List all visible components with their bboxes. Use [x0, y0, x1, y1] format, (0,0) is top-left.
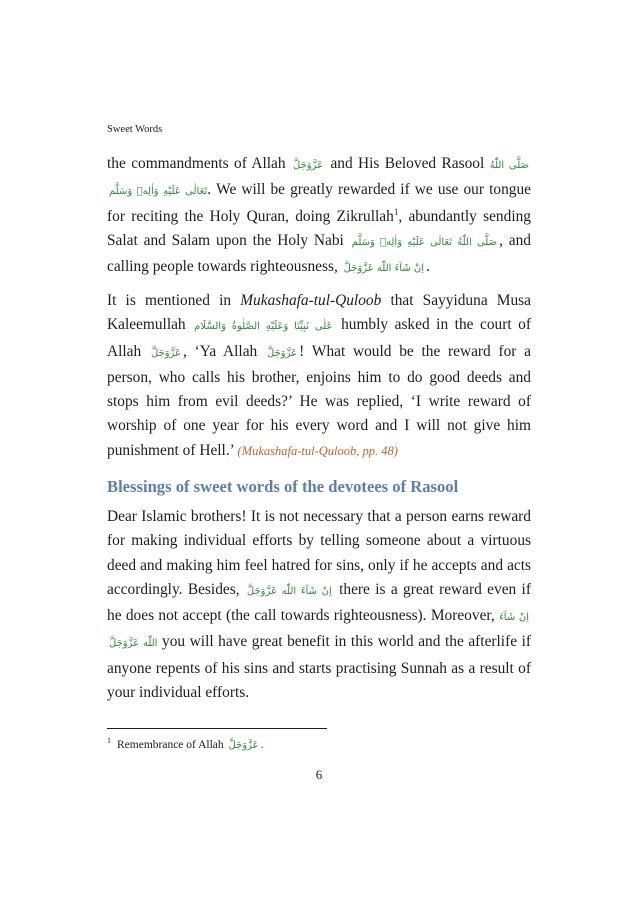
paragraph-text: Dear Islamic brothers! It is not necessary that a person earns reward for making individual efforts by telling someone about a virtuous deed and making him feel hatred for sins, only if he accepts and acts accordingly. Besides,: [107, 508, 531, 598]
source-title: Mukashafa-tul-Quloob: [240, 292, 382, 309]
paragraph-text: , and calling people towards righteousness,: [107, 231, 531, 276]
arabic-honorific: اِنْ شَآءَ اللّٰه عَزَّوَجَلَّ: [109, 612, 529, 650]
footnote-number: 1: [107, 736, 111, 746]
paragraph-text: humbly asked in the court of Allah: [107, 316, 531, 360]
section-heading: Blessings of sweet words of the devotees of Rasool: [107, 477, 459, 496]
arabic-honorific: صَلَّى اللّٰهُ تَعَالٰى عَلَيْهِ وَاٰلِهٖ وَسَلَّم: [351, 236, 498, 248]
arabic-honorific: عَلٰى نَبِيِّنَا وَعَلَيْهِ الصَّلٰوةُ وَالسَّلَام: [194, 321, 333, 333]
paragraph-text: ! What would be the reward for a person, who calls his brother, enjoins him to do good deeds and stops him from evil deeds?’ He was replied, ‘I write reward of worship of one year for his every word and I will not give him punishment of Hell.’: [107, 342, 531, 459]
paragraph-text: , abundantly sending Salat and Salam upon the Holy Nabi: [107, 207, 531, 249]
footnote-marker[interactable]: 1: [393, 206, 399, 217]
paragraph-text: the commandments of Allah: [107, 155, 286, 172]
paragraph-text: .: [426, 258, 430, 276]
footnote-end: .: [260, 739, 264, 751]
arabic-honorific: عَزَّوَجَلَّ: [228, 740, 259, 751]
reference-citation: (Mukashafa-tul-Quloob, pp. 48): [237, 443, 398, 458]
arabic-honorific: صَلَّى اللّٰهُ تَعَالٰى عَلَيْهِ وَاٰلِهٖ وَسَلَّم: [109, 160, 529, 198]
arabic-honorific: اِنْ شَآءَ اللّٰه عَزَّوَجَلَّ: [246, 585, 332, 597]
paragraph-commandments: [107, 152, 531, 281]
paragraph-text: . We will be greatly rewarded if we use our tongue for reciting the Holy Quran, doing Zikrullah: [107, 181, 532, 225]
paragraph-text: that Sayyiduna Musa Kaleemullah: [107, 292, 532, 334]
paragraph-text: you will have great benefit in this world and the afterlife if anyone repents of his sins and starts practising Sunnah as a result of your individual efforts.: [107, 633, 531, 702]
arabic-honorific: اِنْ شَآءَ اللّٰه عَزَّوَجَلَّ: [343, 263, 425, 275]
arabic-honorific: عَزَّوَجَلَّ: [266, 347, 298, 359]
paragraph-text: , ‘Ya Allah: [183, 342, 258, 360]
paragraph-islamic-brothers: [107, 505, 531, 705]
footnote: [107, 737, 531, 754]
paragraph-text: and His Beloved Rasool: [330, 155, 485, 172]
paragraph-text: there is a great reward even if he does not accept (the call towards righteousness). Moreover,: [107, 580, 531, 625]
arabic-honorific: عَزَّوَجَلَّ: [292, 160, 324, 171]
arabic-honorific: عَزَّوَجَلَّ: [150, 347, 182, 359]
footnote-divider: [107, 728, 327, 729]
footnote-text: Remembrance of Allah: [117, 739, 224, 751]
paragraph-mukashafa: [107, 289, 531, 463]
page-number: 6: [315, 767, 323, 782]
paragraph-text: It is mentioned in: [107, 292, 241, 309]
running-head: Sweet Words: [107, 124, 163, 135]
